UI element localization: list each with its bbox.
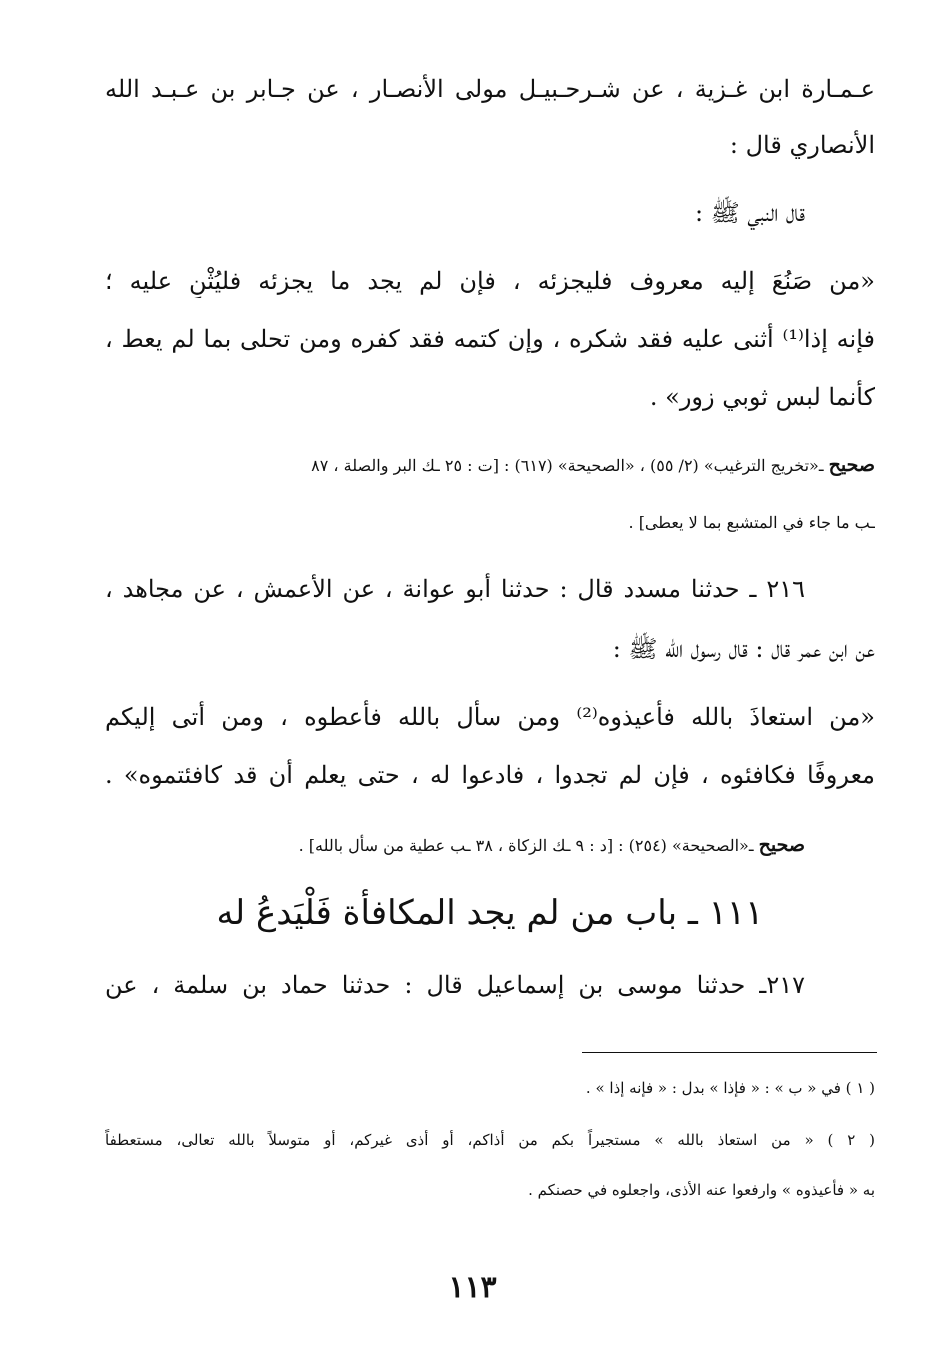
hadith-216-chain: عن ابن عمر قال : قال رسول الله ﷺ : (612, 635, 875, 663)
page-number: ١١٣ (448, 1270, 497, 1305)
grade-label: صحيح (758, 834, 805, 856)
source-text: ـ«تخريج الترغيب» (٢/ ٥٥) ، «الصحيحة» (٦١٧) : [ت : ٢٥ ـك البر والصلة ، ٨٧ (311, 456, 829, 475)
footnote-2-continued: به « فأعيذوه » وارفعوا عنه الأذى، واجعلوه في حصنكم . (528, 1181, 875, 1199)
source-reference-continued: ـب ما جاء في المتشبع بما لا يعطى] . (628, 513, 875, 532)
hadith-text-line: فإنه إذا⁽¹⁾ أثنى عليه فقد شكره ، وإن كتمه فقد كفره ومن تحلى بما لم يعط ، (105, 325, 875, 353)
footnote-2: ( ٢ ) « من استعاذ بالله » مستجيراً بكم من أذاكم، أو أذى غيركم، أو متوسلاً بالله تعالى، مستعطفاً (105, 1131, 875, 1149)
hadith-text-line: كأنما لبس ثوبي زور» . (649, 383, 875, 411)
hadith-text-line: «من صَنُعَ إليه معروف فليجزئه ، فإن لم يجد ما يجزئه فليُثْنِ عليه ؛ (105, 267, 875, 295)
source-reference (105, 452, 875, 479)
hadith-217-chain: ٢١٧ـ حدثنا موسى بن إسماعيل قال : حدثنا حماد بن سلمة ، عن (105, 971, 805, 999)
hadith-216-chain: ٢١٦ ـ حدثنا مسدد قال : حدثنا أبو عوانة ، عن الأعمش ، عن مجاهد ، (105, 575, 805, 603)
source-text: ـ«الصحيحة» (٢٥٤) : [د : ٩ ـك الزكاة ، ٣٨ ـب عطية من سأل بالله] . (298, 836, 759, 855)
footnote-1: ( ١ ) في « ب » : « فإذا » بدل : « فإنه إذا » . (585, 1079, 875, 1097)
text-line: عـمـارة ابن غـزية ، عن شـرحـبيـل مولى الأنصـار ، عن جـابر بن عـبـد الله (105, 75, 875, 103)
hadith-216-text: معروفًا فكافئوه ، فإن لم تجدوا ، فادعوا له ، حتى يعلم أن قد كافئتموه» . (105, 761, 875, 789)
grade-label: صحيح (828, 454, 875, 476)
source-reference (105, 832, 805, 859)
text-line: الأنصاري قال : (729, 131, 875, 159)
text-line: قال النبي ﷺ : (694, 199, 805, 227)
hadith-216-text: «من استعاذَ بالله فأعيذوه⁽²⁾ ومن سأل بالله فأعطوه ، ومن أتى إليكم (105, 703, 875, 731)
footnote-divider (582, 1052, 877, 1053)
chapter-heading: ١١١ ـ باب من لم يجد المكافأة فَلْيَدعُ له (216, 893, 764, 933)
